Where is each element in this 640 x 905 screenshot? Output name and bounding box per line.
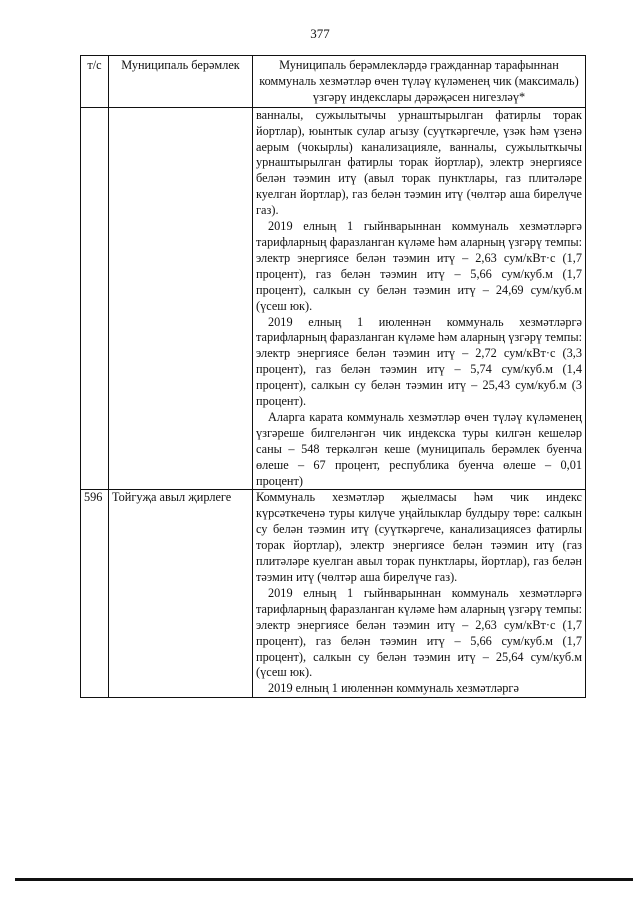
paragraph: Аларга карата коммуналь хезмәтләр өчен түләү күләменең үзгәреше билгеләнгән чик индекска туры килгән кешеләр саны – 548 теркәлгән кеше (муниципаль берәмлек буенча өлеше – 67 процент, республика буенча өлеше – 0,01 процент): [256, 409, 582, 488]
paragraph: 2019 елның 1 гыйнварыннан коммуналь хезмәтләргә тарифларның фаразланган күләме һәм аларның үзгәрү темпы: электр энергиясе белән тәэмин итү – 2,63 сум/кВт·с (1,7 процент), газ белән тәэмин итү – 5,66 сум/куб.м (1,7 процент), салкын су белән тәэмин итү – 24,69 сум/куб.м (үсеш юк).: [256, 219, 582, 313]
cell-number-empty: [81, 107, 109, 490]
paragraph: 2019 елның 1 июленнән коммуналь хезмәтләргә тарифларның фаразланган күләме һәм аларның үзгәрү темпы: электр энергиясе белән тәэмин итү – 2,72 сум/кВт·с (3,3 процент), газ белән тәэмин итү – 5,74 сум/куб.м (1,4 процент), салкын су белән тәэмин итү – 25,43 сум/куб.м (3 процент).: [256, 314, 582, 409]
tariff-index-table: [80, 55, 586, 698]
cell-municipality-empty: [109, 107, 253, 490]
bottom-scan-edge: [15, 878, 633, 881]
paragraph: Коммуналь хезмәтләр җыелмасы һәм чик индекс күрсәткеченә туры килүче уңайлыклар булдыру төре: салкын су белән тәэмин итү (суүткәргече, канализациясез фатирлы торак йортлар), электр энергиясе белән тәэмин итү (газ плитәләре куелган авыл торак пунктлары, йортлар), газ белән тәэмин итү (чөлтәр аша бирелүче газ).: [256, 490, 582, 584]
header-municipality: Муниципаль берәмлек: [109, 56, 253, 108]
table-row-continued: [81, 107, 586, 490]
cell-justification-continued: [253, 107, 586, 490]
paragraph: ванналы, сужылытычы урнаштырылган фатирлы торак йортлар), юынтык сулар агызу (суүткәргечле, үзәк һәм үзенә аерым (чокырлы) канализацияле, ванналы, сужылыткычы урнаштырылган фатирлы торак йортлар), электр энергиясе белән тәэмин итү (авыл торак пунктлары, газ плитәләре куелган йортлар), газ белән тәэмин итү (чөлтәр аша бирелүче газ).: [256, 107, 582, 218]
page-number: 377: [310, 26, 330, 41]
paragraph: 2019 елның 1 гыйнварыннан коммуналь хезмәтләргә тарифларның фаразланган күләме һәм аларның үзгәрү темпы: электр энергиясе белән тәэмин итү – 2,63 сум/кВт·с (1,7 процент), газ белән тәэмин итү – 5,66 сум/куб.м (1,7 процент), салкын су белән тәэмин итү – 25,64 сум/куб.м (үсеш юк).: [256, 585, 582, 680]
paragraph: 2019 елның 1 июленнән коммуналь хезмәтләргә: [268, 681, 519, 696]
cell-municipality-name: Тойгуҗа авыл җирлеге: [109, 490, 253, 698]
table-header-row: [81, 56, 586, 108]
header-justification: Муниципаль берәмлекләрдә гражданнар тарафыннан коммуналь хезмәтләр өчен түләү күләменең чик (максималь) үзгәрү индекслары дәрәҗәсен нигезләү*: [253, 56, 586, 108]
cell-row-number: 596: [81, 490, 109, 698]
cell-justification: [253, 490, 586, 698]
header-number: т/с: [81, 56, 109, 108]
table-row-596: [81, 490, 586, 698]
